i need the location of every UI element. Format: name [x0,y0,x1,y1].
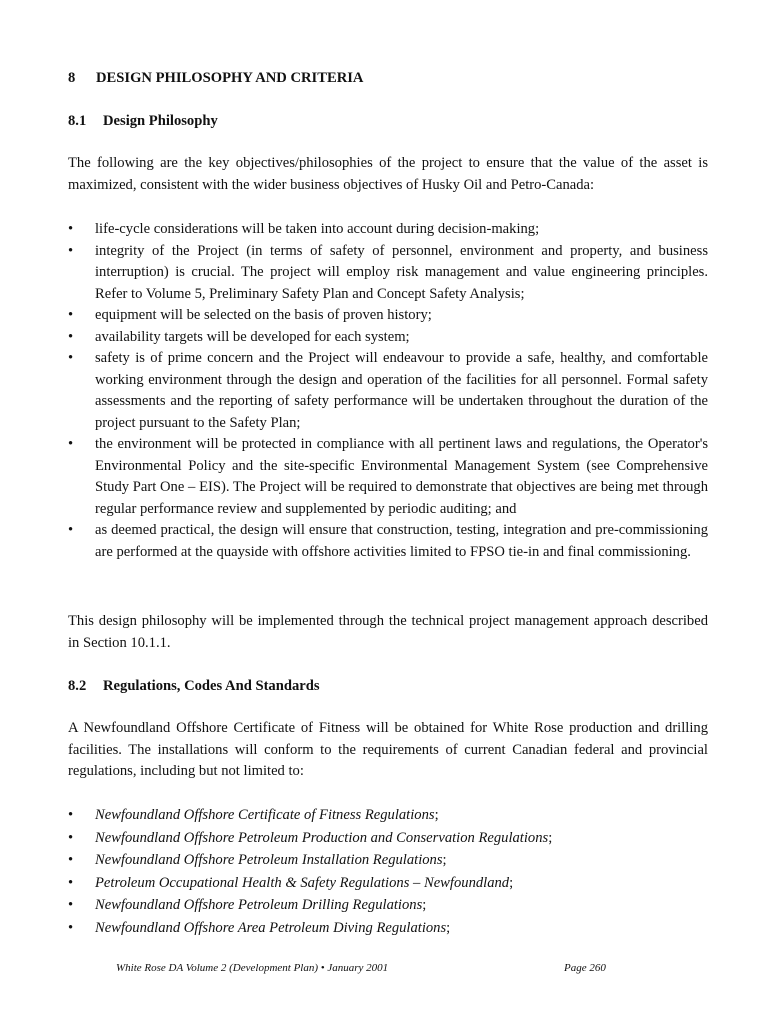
section-number: 8 [68,70,76,86]
list-item: • Newfoundland Offshore Certificate of Fitness Regulations; [68,804,708,827]
list-item: • Newfoundland Offshore Petroleum Production and Conservation Regulations; [68,827,708,850]
list-item: • Newfoundland Offshore Petroleum Drilling Regulations; [68,894,708,917]
list-item: • life-cycle considerations will be taken into account during decision-making; [68,219,708,241]
bullet-icon: • [68,436,74,452]
list-item: • Newfoundland Offshore Area Petroleum Diving Regulations; [68,917,708,940]
list-item: • Petroleum Occupational Health & Safety Regulations – Newfoundland; [68,872,708,895]
bullet-icon: • [68,919,74,936]
section-number: 8.1 [68,113,87,129]
section-heading-8-1 [68,111,218,133]
bullet-icon: • [68,874,74,891]
bullet-icon: • [68,522,74,538]
list-item: • Newfoundland Offshore Petroleum Installation Regulations; [68,849,708,872]
footer-page-number: Page 260 [564,962,606,974]
philosophy-bullet-list [68,219,708,563]
section-title: Design Philosophy [103,113,218,129]
bullet-icon: • [68,350,74,366]
section-title: Regulations, Codes And Standards [103,678,320,694]
bullet-icon: • [68,328,74,345]
bullet-icon: • [68,307,74,323]
list-item: • as deemed practical, the design will ensure that construction, testing, integration and pre-commissioning are performed at the quayside with offshore activities limited to FPSO tie-in and final commissioning. [68,522,708,560]
page-footer [116,960,616,976]
regulations-intro-paragraph: A Newfoundland Offshore Certificate of Fitness will be obtained for White Rose production and drilling facilities. The installations will conform to the requirements of current Canadian federal and provincial regulations, including but not limited to: [68,720,708,779]
bullet-icon: • [68,829,74,846]
bullet-icon: • [68,852,74,869]
section-number: 8.2 [68,678,87,694]
list-item: • availability targets will be developed for each system; [68,327,708,349]
list-item: • the environment will be protected in compliance with all pertinent laws and regulations, the Operator's Environmental Policy and the site-specific Environmental Management System (see Comprehensive Study Part One – EIS). The Project will be required to demonstrate that objectives are being met through regular performance review and supplemented by periodic auditing; and [68,436,708,517]
section-heading-8 [68,68,363,90]
bullet-icon: • [68,807,74,823]
bullet-icon: • [68,242,74,259]
footer-document-title: White Rose DA Volume 2 (Development Plan) • January 2001 [116,962,389,974]
regulations-bullet-list [68,804,708,940]
intro-paragraph: The following are the key objectives/philosophies of the project to ensure that the value of the asset is maximized, consistent with the wider business objectives of Husky Oil and Petro-Canada: [68,155,708,193]
bullet-icon: • [68,221,74,237]
list-item: • equipment will be selected on the basis of proven history; [68,305,708,327]
list-item: • integrity of the Project (in terms of safety of personnel, environment and property, and business interruption) is crucial. The project will employ risk management and value engineering principles. Refer to Volume 5, Preliminary Safety Plan and Concept Safety Analysis; [68,242,708,302]
section-heading-8-2 [68,676,320,698]
section-title: DESIGN PHILOSOPHY AND CRITERIA [96,70,364,86]
closing-paragraph: This design philosophy will be implemented through the technical project management approach described in Section 10.1.1. [68,613,708,651]
list-item: • safety is of prime concern and the Project will endeavour to provide a safe, healthy, and comfortable working environment through the design and operation of the facilities for all personnel. Formal safety assessments and the reporting of safety performance will be undertaken throughout the duration of the project pursuant to the Safety Plan; [68,350,708,431]
bullet-icon: • [68,897,74,914]
